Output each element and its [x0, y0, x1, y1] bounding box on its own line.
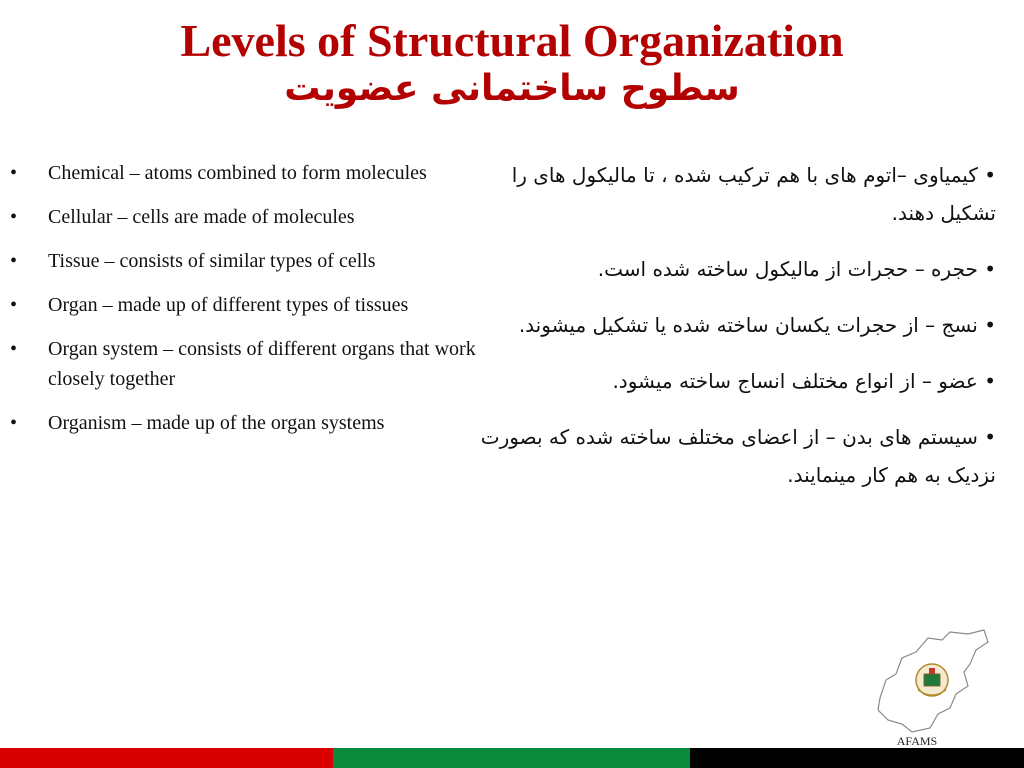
persian-bullet-list: [476, 156, 996, 512]
bullet-glyph: •: [10, 206, 18, 228]
bullet-glyph: •: [10, 294, 18, 316]
flag-color-bar: [0, 748, 1024, 768]
list-item: [10, 290, 480, 320]
flag-bar-green-segment: [333, 748, 690, 768]
bullet-glyph: •: [10, 412, 18, 434]
list-item-text: Organ – made up of different types of tissues: [48, 294, 409, 316]
afghanistan-map-logo-icon: [872, 628, 992, 738]
list-item: [10, 158, 480, 188]
list-item: • نسج – از حجرات یکسان ساخته شده یا تشکیل میشوند.: [518, 313, 996, 337]
list-item: [10, 408, 480, 438]
list-item-text: Cellular – cells are made of molecules: [48, 206, 355, 228]
bullet-glyph: •: [10, 250, 18, 272]
list-item-text: Tissue – consists of similar types of cells: [48, 250, 376, 272]
list-item-text: Chemical – atoms combined to form molecules: [48, 162, 427, 184]
slide-title-persian: سطوح ساختمانی عضویت: [284, 68, 740, 109]
flag-bar-black-segment: [690, 748, 1024, 768]
bullet-glyph: •: [10, 338, 18, 360]
list-item: • حجره – حجرات از مالیکول ساخته شده است.: [597, 257, 996, 281]
logo-caption: AFAMS: [896, 734, 938, 748]
english-bullet-list: [10, 158, 480, 452]
list-item: [10, 334, 480, 394]
list-item: [10, 246, 480, 276]
list-item-text: Organism – made up of the organ systems: [48, 412, 385, 434]
list-item: • عضو – از انواع مختلف انساج ساخته میشود.: [612, 369, 996, 393]
list-item: [10, 202, 480, 232]
list-item: • کیمیاوی –اتوم های با هم ترکیب شده ، تا مالیکول های را تشکیل دهند.: [511, 163, 996, 225]
list-item: • سیستم های بدن – از اعضای مختلف ساخته شده که بصورت نزدیک به هم کار مینمایند.: [480, 425, 996, 487]
flag-bar-red-segment: [0, 748, 333, 768]
list-item-text: Organ system – consists of different organs that work closely together: [48, 338, 476, 390]
slide-title-english: Levels of Structural Organization: [180, 15, 844, 66]
bullet-glyph: •: [10, 162, 18, 184]
